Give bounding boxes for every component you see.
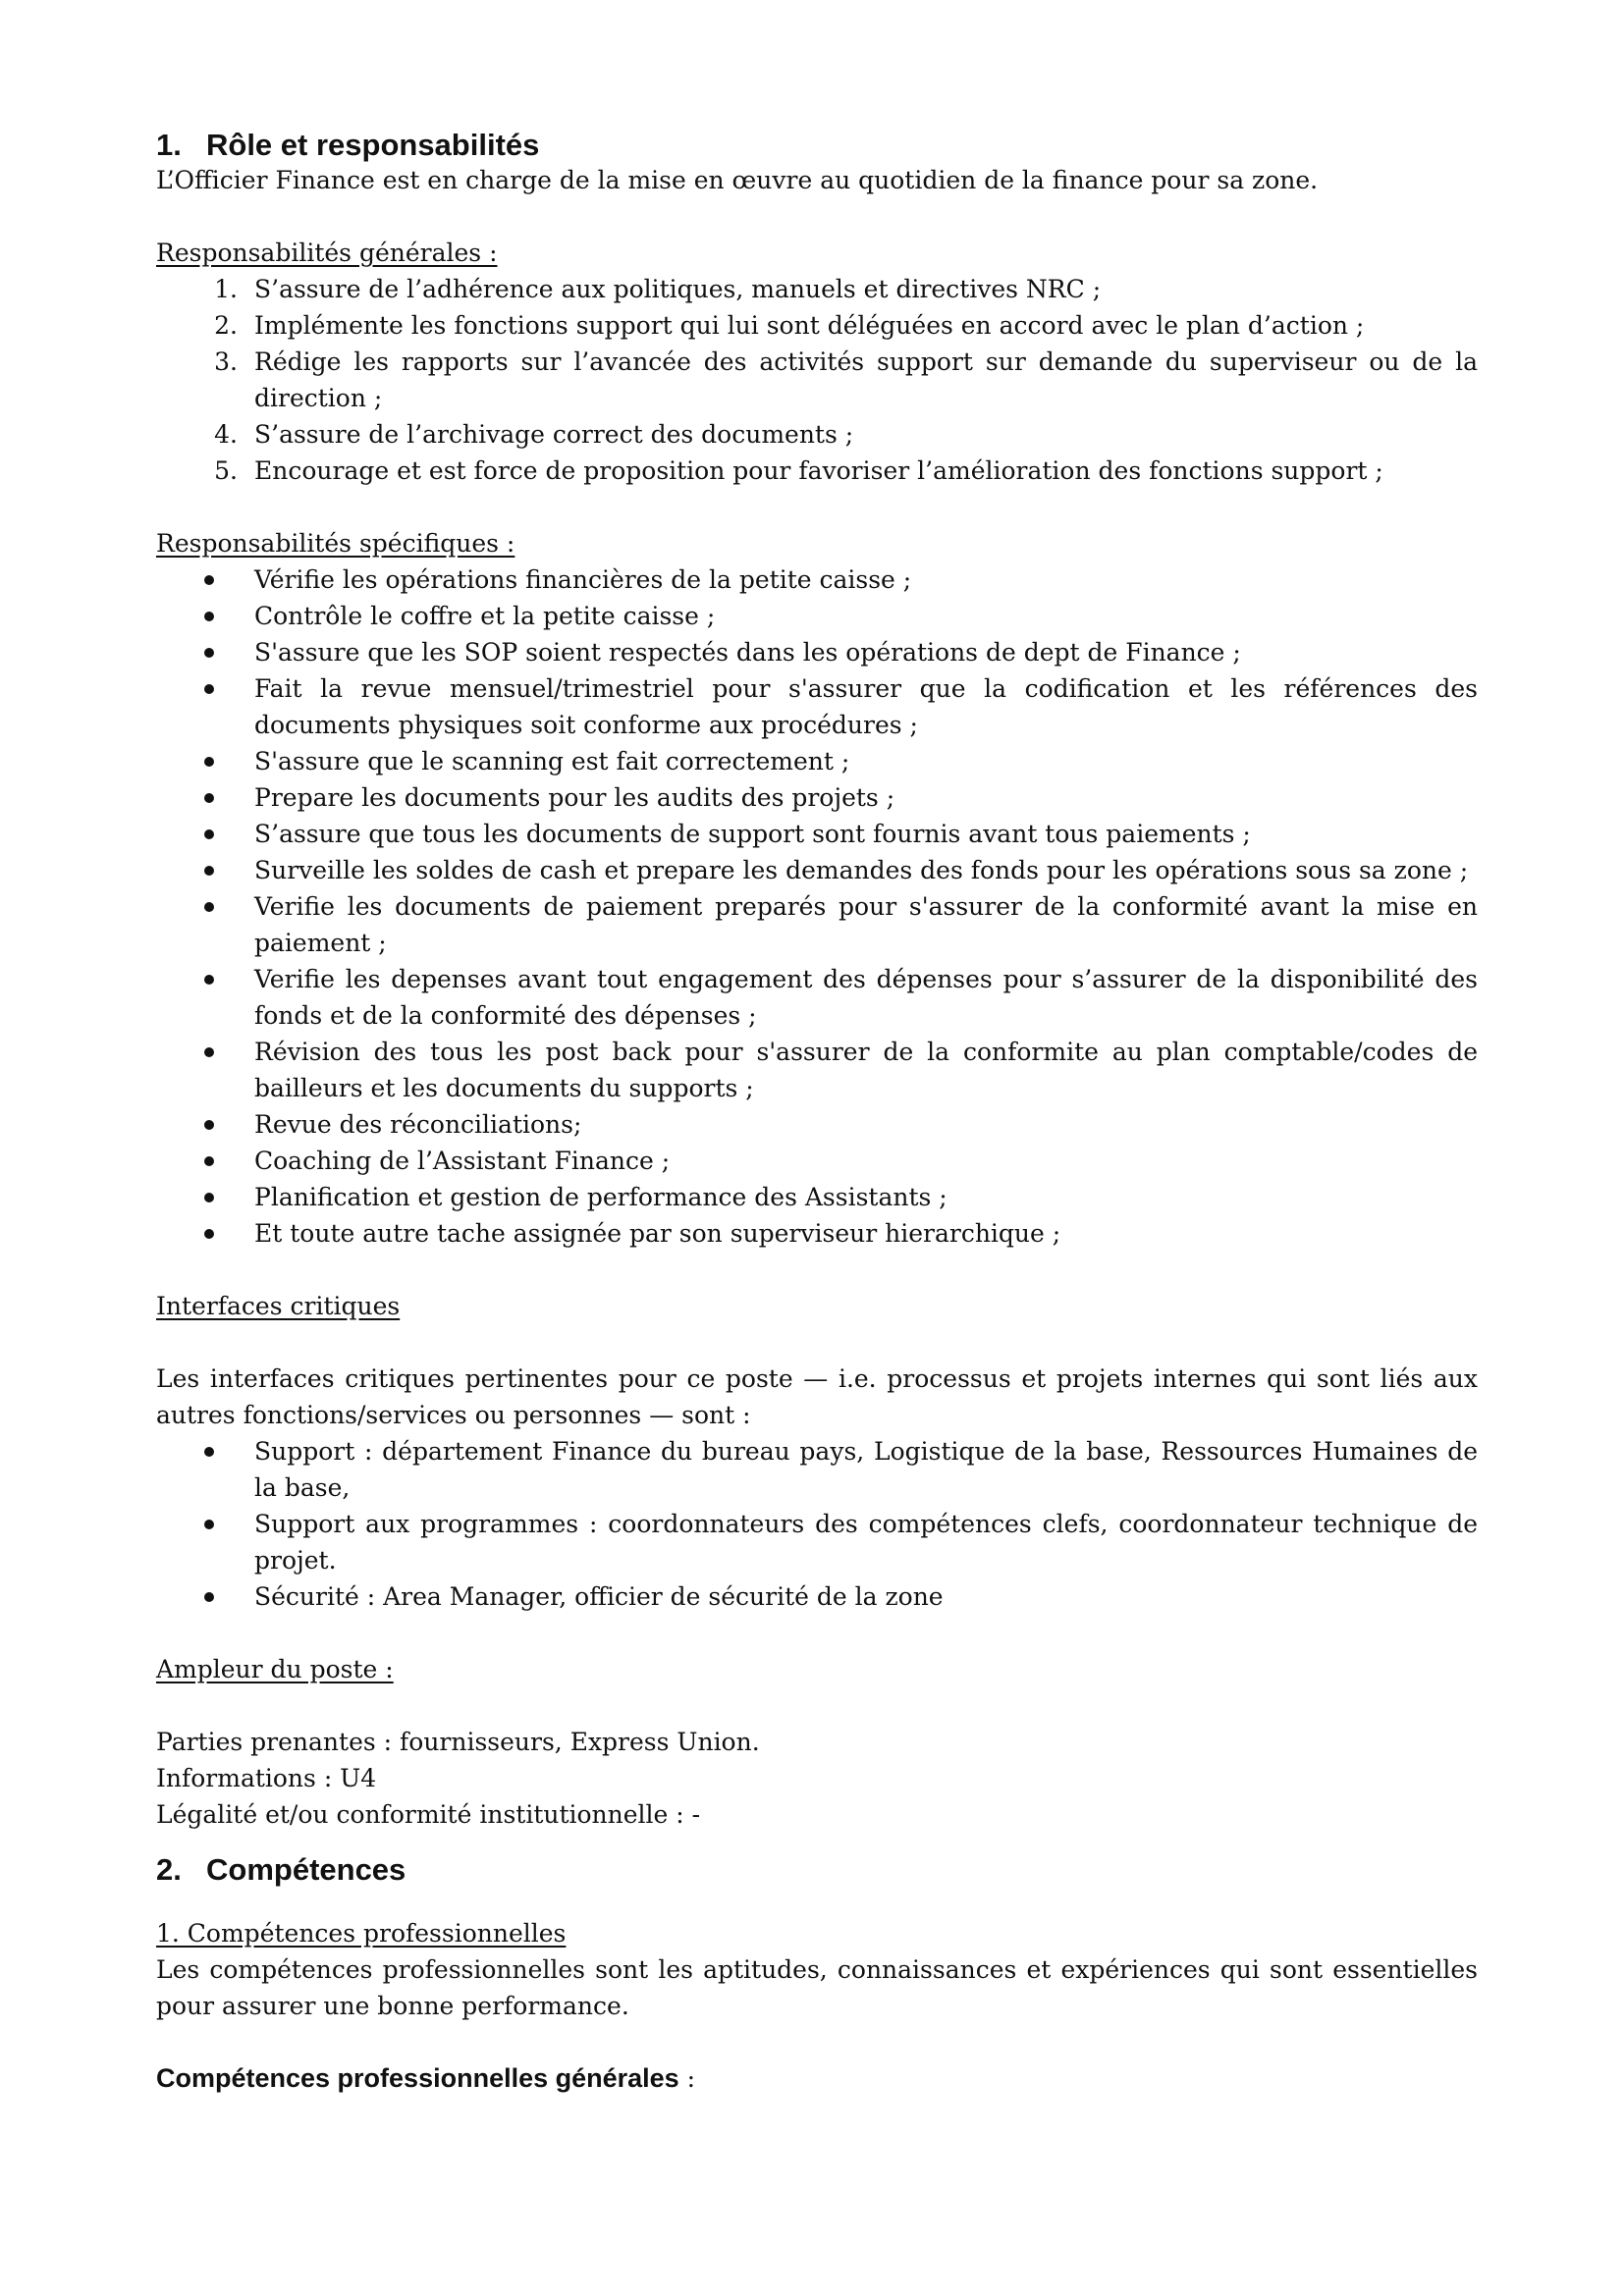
- general-responsibilities-list: [156, 271, 1478, 489]
- item-text: Vérifie les opérations financières de la petite caisse ;: [254, 565, 912, 594]
- section-2-title: Compétences: [206, 1852, 406, 1887]
- item-text: Support aux programmes : coordonnateurs des compétences clefs, coordonnateur technique de projet.: [254, 1510, 1478, 1575]
- bullet-marker: [156, 1506, 254, 1578]
- specific-responsibilities-heading: Responsabilités spécifiques :: [156, 529, 515, 558]
- bullet-marker: [156, 598, 254, 634]
- item-text: Implémente les fonctions support qui lui sont déléguées en accord avec le plan d’action ;: [254, 311, 1365, 340]
- document-page: [156, 124, 1478, 2097]
- item-number: 2.: [214, 311, 238, 340]
- specific-responsibility-item: [156, 598, 1478, 634]
- section-1-title: Rôle et responsabilités: [206, 128, 540, 162]
- item-number: 1.: [214, 275, 238, 303]
- bullet-dot-icon: [204, 1156, 214, 1166]
- general-responsibility-item: [156, 307, 1478, 344]
- specific-responsibility-item: [156, 1143, 1478, 1179]
- bullet-dot-icon: [204, 1447, 214, 1457]
- bullet-dot-icon: [204, 866, 214, 876]
- professional-skills-text: Les compétences professionnelles sont les aptitudes, connaissances et expériences qui sont essentielles pour assurer une bonne performance.: [156, 1955, 1478, 2020]
- critical-interface-item: [156, 1506, 1478, 1578]
- item-number: 4.: [214, 420, 238, 449]
- bullet-marker: [156, 779, 254, 816]
- item-text: Revue des réconciliations;: [254, 1110, 582, 1139]
- item-text: Et toute autre tache assignée par son superviseur hierarchique ;: [254, 1219, 1061, 1248]
- bullet-dot-icon: [204, 757, 214, 767]
- bullet-marker: [156, 1143, 254, 1179]
- section-2-heading: [156, 1848, 1478, 1892]
- general-responsibility-item: [156, 271, 1478, 307]
- item-number: 5.: [214, 456, 238, 485]
- specific-responsibility-item: [156, 634, 1478, 670]
- specific-responsibility-item: [156, 1034, 1478, 1106]
- scope-line-compliance: Légalité et/ou conformité institutionnelle : -: [156, 1800, 701, 1829]
- bullet-dot-icon: [204, 684, 214, 694]
- critical-interfaces-heading: Interfaces critiques: [156, 1292, 401, 1320]
- item-text: S'assure que les SOP soient respectés dans les opérations de dept de Finance ;: [254, 638, 1241, 667]
- item-text: Sécurité : Area Manager, officier de sécurité de la zone: [254, 1582, 944, 1611]
- bullet-marker: [156, 1215, 254, 1252]
- item-text: Verifie les documents de paiement preparés pour s'assurer de la conformité avant la mise en paiement ;: [254, 892, 1478, 957]
- section-2-number: 2.: [156, 1852, 182, 1887]
- bullet-marker: [156, 1433, 254, 1506]
- item-text: Verifie les depenses avant tout engagement des dépenses pour s’assurer de la disponibilité des fonds et de la conformité des dépenses ;: [254, 965, 1478, 1030]
- specific-responsibilities-list: [156, 561, 1478, 1252]
- specific-responsibility-item: [156, 852, 1478, 888]
- critical-interfaces-intro: Les interfaces critiques pertinentes pour ce poste — i.e. processus et projets internes qui sont liés aux autres fonctions/services ou personnes — sont :: [156, 1364, 1478, 1429]
- item-text: Planification et gestion de performance des Assistants ;: [254, 1183, 947, 1211]
- bullet-marker: [156, 743, 254, 779]
- general-responsibility-item: [156, 416, 1478, 453]
- critical-interface-item: [156, 1578, 1478, 1615]
- job-scope-heading: Ampleur du poste :: [156, 1655, 394, 1683]
- bullet-marker: [156, 816, 254, 852]
- specific-responsibility-item: [156, 961, 1478, 1034]
- bullet-dot-icon: [204, 1193, 214, 1202]
- bullet-marker: [156, 1034, 254, 1106]
- bullet-marker: [156, 961, 254, 1034]
- bullet-marker: [156, 670, 254, 743]
- general-responsibility-item: [156, 344, 1478, 416]
- general-skills-label: Compétences professionnelles générales: [156, 2063, 679, 2093]
- bullet-dot-icon: [204, 902, 214, 912]
- bullet-dot-icon: [204, 1229, 214, 1239]
- item-text: S’assure que tous les documents de support sont fournis avant tous paiements ;: [254, 820, 1251, 848]
- general-skills-heading: [156, 2060, 1478, 2097]
- scope-line-stakeholders: Parties prenantes : fournisseurs, Express Union.: [156, 1728, 760, 1756]
- item-text: Coaching de l’Assistant Finance ;: [254, 1147, 671, 1175]
- general-responsibilities-heading: Responsabilités générales :: [156, 239, 498, 267]
- specific-responsibility-item: [156, 743, 1478, 779]
- specific-responsibility-item: [156, 1179, 1478, 1215]
- item-text: Support : département Finance du bureau pays, Logistique de la base, Ressources Humaines de la base,: [254, 1437, 1478, 1502]
- bullet-dot-icon: [204, 793, 214, 803]
- bullet-dot-icon: [204, 648, 214, 658]
- item-text: S'assure que le scanning est fait correctement ;: [254, 747, 850, 775]
- critical-interfaces-list: [156, 1433, 1478, 1615]
- specific-responsibility-item: [156, 1215, 1478, 1252]
- bullet-dot-icon: [204, 575, 214, 585]
- bullet-dot-icon: [204, 829, 214, 839]
- bullet-dot-icon: [204, 1047, 214, 1057]
- section-1-heading: [156, 124, 1478, 167]
- bullet-marker: [156, 852, 254, 888]
- specific-responsibility-item: [156, 888, 1478, 961]
- item-text: Encourage et est force de proposition pour favoriser l’amélioration des fonctions support ;: [254, 456, 1383, 485]
- role-intro: L’Officier Finance est en charge de la mise en œuvre au quotidien de la finance pour sa zone.: [156, 166, 1319, 194]
- bullet-dot-icon: [204, 1520, 214, 1529]
- critical-interface-item: [156, 1433, 1478, 1506]
- bullet-marker: [156, 888, 254, 961]
- item-text: Fait la revue mensuel/trimestriel pour s'assurer que la codification et les références des documents physiques soit conforme aux procédures ;: [254, 674, 1478, 739]
- bullet-dot-icon: [204, 975, 214, 985]
- bullet-marker: [156, 1179, 254, 1215]
- item-text: Prepare les documents pour les audits des projets ;: [254, 783, 895, 812]
- specific-responsibility-item: [156, 816, 1478, 852]
- item-number: 3.: [214, 347, 238, 376]
- item-text: Révision des tous les post back pour s'assurer de la conformite au plan comptable/codes de bailleurs et les documents du supports ;: [254, 1038, 1478, 1102]
- item-text: S’assure de l’archivage correct des documents ;: [254, 420, 854, 449]
- specific-responsibility-item: [156, 1106, 1478, 1143]
- item-text: Rédige les rapports sur l’avancée des activités support sur demande du superviseur ou de la direction ;: [254, 347, 1478, 412]
- professional-skills-heading: 1. Compétences professionnelles: [156, 1919, 567, 1948]
- bullet-dot-icon: [204, 612, 214, 621]
- general-skills-colon: :: [678, 2064, 696, 2093]
- bullet-marker: [156, 1578, 254, 1615]
- item-text: S’assure de l’adhérence aux politiques, manuels et directives NRC ;: [254, 275, 1102, 303]
- bullet-marker: [156, 634, 254, 670]
- bullet-marker: [156, 1106, 254, 1143]
- section-1-number: 1.: [156, 128, 182, 162]
- item-text: Surveille les soldes de cash et prepare les demandes des fonds pour les opérations sous sa zone ;: [254, 856, 1469, 884]
- specific-responsibility-item: [156, 670, 1478, 743]
- item-text: Contrôle le coffre et la petite caisse ;: [254, 602, 716, 630]
- general-responsibility-item: [156, 453, 1478, 489]
- bullet-marker: [156, 561, 254, 598]
- specific-responsibility-item: [156, 561, 1478, 598]
- scope-line-information: Informations : U4: [156, 1764, 377, 1792]
- bullet-dot-icon: [204, 1592, 214, 1602]
- specific-responsibility-item: [156, 779, 1478, 816]
- bullet-dot-icon: [204, 1120, 214, 1130]
